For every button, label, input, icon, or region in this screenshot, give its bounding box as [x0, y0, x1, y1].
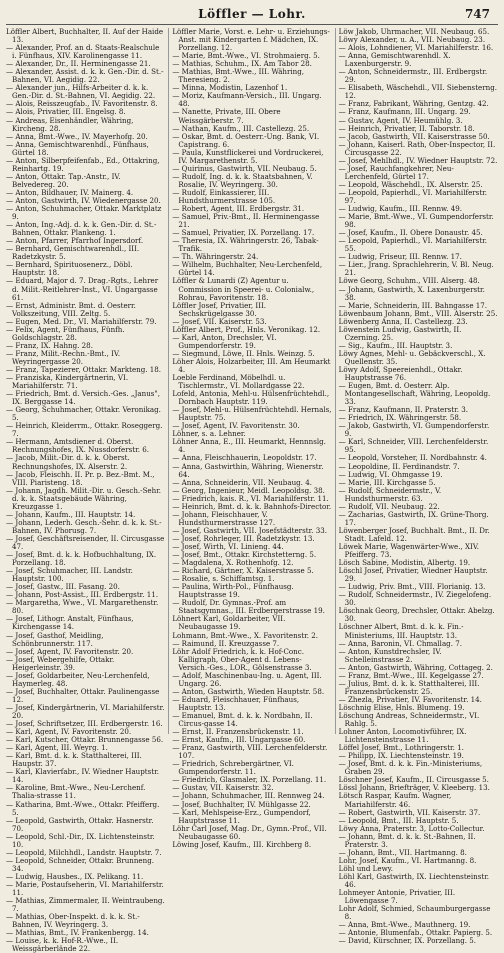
- directory-entry: — Karl, Schneider, VIII. Lerchenfelderstr. 95.: [338, 437, 489, 455]
- directory-entry: — Josef, Agent, IV. Favoritenstr. 30.: [172, 421, 300, 431]
- directory-entry: — Ludwig, Friseur, III. Rennw. 17.: [338, 252, 462, 262]
- directory-entry: — Franz, Kaufmann, II. Praterstr. 3.: [338, 405, 469, 415]
- directory-entry: — Anton, Gastwirth, Währing, Cottageg. 2.: [338, 662, 493, 672]
- directory-entry: — Franz, Bmt.-Wwe., III. Kegelgasse 27.: [338, 670, 484, 680]
- directory-entry: Löschung Andreas, Schneidermstr., VI. Rahlg. 5.: [338, 710, 480, 729]
- directory-entry: Lösch Sabine, Modistin, Albertg. 19.: [338, 558, 471, 568]
- directory-entry: — Anna, Gemischtwarenhdl., Fünfhaus, Gürtel 18.: [6, 139, 149, 157]
- directory-entry: Löschnak Georg, Drechsler, Ottakr. Abelzg. 30.: [338, 606, 495, 624]
- directory-entry: — Franz, Gastwirth, VIII. Lerchenfelderstr. 107.: [172, 743, 328, 761]
- directory-entry: — Leopold, Schl.-Dir., IX. Lichtensteinstr. 10.: [6, 831, 155, 849]
- directory-entry: — Friedrich, Bmt. d. Versich.-Ges. „Janus", IX. Berggasse 14.: [6, 389, 160, 407]
- directory-entry: Lohmann, Bmt.-Wwe., X. Favoritenstr. 2.: [172, 630, 319, 640]
- directory-entry: Löwenbaum Johann, Bmt., VIII. Alserstr. 25.: [338, 308, 498, 318]
- directory-entry: Löwy Adolf, Speereienhdl., Ottakr. Hauptstrasse 76.: [338, 364, 463, 383]
- directory-entry: Löffler Albert, Prof., Hnls. Veronikag. 12.: [172, 324, 321, 334]
- directory-entry: — Karl, Klavierfabr., IV. Wiedner Hauptstr. 14.: [6, 767, 159, 785]
- directory-entry: — Jakob, Gastwirth, VI. Gumpendorferstr. 9.: [338, 421, 490, 439]
- directory-entry: — Josef, Kaufm., II. Obere Donaustr. 45.: [338, 228, 483, 238]
- directory-entry: — Rudolf, Einkassierer, III. Hundsthurmerstrasse 105.: [172, 187, 276, 205]
- running-title: Löffler — Lohr.: [198, 7, 306, 21]
- directory-entry: — Marie, Bmt.-Wwe., VI. Strohmaierg. 5.: [172, 51, 320, 61]
- directory-entry: — Josef, Wirth, VI. Linieng. 44.: [172, 542, 284, 551]
- column-2: [168, 27, 332, 849]
- directory-entry: — Siegmund, Löwe, II. Hnls. Weinzg. 5.: [172, 348, 315, 358]
- directory-entry: — Josef, Schriftsetzer, III. Erdbergerstr. 16.: [6, 719, 163, 729]
- directory-entry: — Josef, Schuhmacher, III. Landstr. Hauptstr. 100.: [6, 566, 133, 584]
- directory-entry: — Leopold, Wäschehdl., IX. Alserstr. 25.: [338, 179, 483, 189]
- directory-entry: — Alois, Lohndiener, VI. Mariahilferstr. 16.: [338, 43, 494, 53]
- directory-entry: — Lier., Jrang. Sprachlehrerin, V. Bl. Neug. 21.: [338, 260, 494, 278]
- directory-entry: — Bernhard, Spirituosenerz., Döbl. Hauptstr. 18.: [6, 260, 133, 278]
- directory-entry: — Josef, Webergehilfe, Ottakr. Heigerleinstr. 39.: [6, 654, 115, 672]
- directory-entry: — Johann, Jagdh. Milit.-Dir. u. Gesch.-Sehr. d. k. k. Staatsgebäude Währing, Kreuzgasse 1.: [6, 485, 162, 511]
- directory-entry: — Georg, Schuhmacher, Ottakr. Veronikag. 5.: [6, 405, 161, 423]
- directory-entry: — Friedrich, kais. R., VI. Mariahilferstr. 11.: [172, 493, 329, 503]
- directory-entry: — Gustav, VII. Kaiserstr. 32.: [172, 783, 274, 793]
- directory-entry: — Ernst, Administr. Bmt. d. Oesterr. Volkszeitung, VIII. Zeltg. 5.: [6, 300, 136, 318]
- directory-entry: — Alexander, Dr., II. Herminengasse 21.: [6, 59, 151, 69]
- directory-entry: — Adolf, Maschinenbau-Ing. u. Agent, III. Ungarg. 26.: [172, 670, 322, 688]
- directory-entry: — Anton, Schneidermstr., III. Erdbergstr. 29.: [338, 67, 488, 85]
- directory-entry: — Rosalie, s. Schiffamtsg. 1.: [172, 574, 275, 584]
- directory-entry: — Hermann, Amtsdiener d. Oberst. Rechnungshofes, IX. Nussdorferstr. 6.: [6, 437, 149, 455]
- directory-entry: — Nanette, Private, III. Obere Weissgärberstr. 7.: [172, 107, 281, 125]
- directory-entry: — Samuel, Privatier, IX. Porzellang. 17.: [172, 228, 315, 238]
- directory-entry: — Ludwig, Hausbes., IX. Pelikang. 11.: [6, 871, 144, 881]
- directory-entry: — Josef, Agent, IV. Favoritenstr. 20.: [6, 646, 134, 656]
- directory-entry: — Alois, Reisszeugfab., IV. Favoritenstr. 8.: [6, 99, 158, 109]
- directory-entry: — Nathan, Kaufm., III. Castellezg. 25.: [172, 123, 310, 133]
- directory-entry: — Anna, Schneiderin, VII. Neubaug. 4.: [172, 477, 312, 487]
- directory-entry: Löschner Albert, Bmt. d. k. k. Fin.-Ministeriums, III. Hauptstr. 13.: [338, 622, 464, 640]
- directory-entry: Lohr Adolf, Schmied, Schaumburgergasse 8.: [338, 904, 491, 922]
- directory-entry: — Ernst, II. Franzensbrückenstr. 11.: [172, 727, 304, 737]
- directory-entry: — Rudolf, Ing. d. k. k. Staatsbahnen, V. Rosalie, IV. Weyringerg. 30.: [172, 171, 313, 189]
- directory-entry: Löwy Agnes, Mehl- u. Gebäckverschl., X. Quellenstr. 35.: [338, 348, 486, 366]
- directory-entry: — Anna, Bmt.-Wwe., Mauthnerg. 19.: [338, 920, 471, 930]
- page-number: 747: [464, 7, 490, 21]
- directory-entry: Löhl Karl, Gastwirth, IX. Liechtensteinstr. 46.: [338, 871, 490, 889]
- directory-entry: — Leopold, Milchhdl., Landstr. Hauptstr. 7.: [6, 847, 162, 857]
- directory-entry: — Leopold, Papierhdl., VI. Mariahilferstr. 97.: [338, 187, 488, 205]
- directory-entry: — Minna, Modistin, Lazenhof 1.: [172, 83, 288, 93]
- directory-entry: — Johann, Bmt. d. k. k. St.-Bahnen, II. Praterstr. 3.: [338, 831, 476, 849]
- directory-entry: — Anton, Silberpfeifenfab., Ed., Ottakring, Reinhartg. 19.: [6, 155, 160, 173]
- directory-entry: — Samuel, Priv.-Bmt., II. Herminengasse 21.: [172, 212, 320, 230]
- directory-entry: — Marie, Bmt.-Wwe., VI. Gumpendorferstr. 98.: [338, 212, 494, 230]
- columns: [6, 27, 498, 953]
- directory-entry: Loeble Ferdinand, Möbelhdl. u. Tischlermstr., VI. Mollardgasse 22.: [172, 373, 305, 391]
- directory-entry: — Alexander jun., Hilfs-Arbeiter d. k. k. Gen.-Dir. d. St.-Bahnen, VI. Aegidig. 22.: [6, 83, 156, 101]
- directory-entry: — Eduard, Major d. 7. Drag.-Rgts., Lehrer d. Milit.-Reitlehrer-Inst., VI. Ungargasse 61.: [6, 276, 159, 302]
- directory-entry: — Emanuel, Bmt. d. k. k. Nordbahn, II. Circus-gasse 14.: [172, 710, 313, 729]
- directory-entry: — Josef, Rauchfangkehrer, Neu-Lerchenfeld, Gürtel 17.: [338, 163, 454, 181]
- directory-entry: — Paula, Kunstflickerei und Vordruckerei, IV. Margarethenstr. 5.: [172, 147, 324, 165]
- directory-entry: — Katharina, Bmt.-Wwe., Ottakr. Pfeifferg. 5.: [6, 799, 160, 817]
- directory-entry: — Quirinus, Gastwirth, VII. Neubaug. 5.: [172, 163, 317, 173]
- directory-entry: — Marie, Schneiderin, III. Bahngasse 17.: [338, 300, 488, 310]
- directory-entry: — Richard, Gärtner, X. Kaiserstrasse 5.: [172, 566, 314, 576]
- directory-entry: Löher Alois, Holzarbeiter, III. Am Heumarkt 4.: [172, 356, 331, 374]
- directory-entry: — Anton, Ottakr. Tap.-Anstr., IV. Belvedereg. 20.: [6, 171, 121, 189]
- directory-entry: Löffler Albert, Buchhalter, II. Auf der Haide 13.: [6, 27, 164, 45]
- directory-entry: — Franz, Milit.-Rechn.-Bmt., IV. Weyringergasse 20.: [6, 348, 121, 366]
- directory-entry: Löschnig Elise, Hnls. Blumeng. 19.: [338, 702, 465, 712]
- directory-entry: — Johann, Schuhmacher, III. Rennweg 24.: [172, 791, 325, 801]
- directory-entry: — Robert, Gastwirth, VII. Kaiserstr. 37.: [338, 807, 481, 817]
- directory-entry: — Antonie, Blumenfab., Ottakr. Papierg. 5.: [338, 928, 493, 938]
- directory-entry: — Raimund, II. Kreuzgasse 7.: [172, 638, 280, 648]
- directory-entry: — Georg, Ingenieur, Meidl. Leopoldsg. 38.: [172, 485, 325, 495]
- column-3: [335, 27, 498, 946]
- directory-entry: — Zhezla, Privatier, IV. Favoritenstr. 14.: [338, 694, 482, 704]
- directory-entry: — Josef, Kindergärtnerin, VI. Mariahilferstr. 20.: [6, 702, 165, 720]
- directory-entry: — Johann, Fleischhauer, V. Hundsthurmerstrasse 127.: [172, 509, 276, 527]
- directory-entry: Löffel Josef, Bmt., Lothringerstr. 1.: [338, 743, 464, 753]
- directory-entry: Löhner Anna, E., III. Heumarkt, Hennnslg. 4.: [172, 437, 326, 455]
- directory-entry: — Franz, Fabrikant, Währing, Gentzg. 42.: [338, 99, 489, 109]
- directory-entry: — Leopold, Papierhdl., VI. Mariahilferstr. 55.: [338, 236, 488, 254]
- directory-entry: Löwy Alexander, u. A., VII. Neubaug. 23.: [338, 35, 486, 45]
- directory-entry: — Felix, Agent, Fünfhaus, Fünfh. Goldschlagstr. 28.: [6, 324, 125, 342]
- directory-entry: — Margaretha, Wwe., VI. Margarethenstr. 80.: [6, 598, 159, 616]
- directory-entry: Lohner Anton, Locomotivführer, IX. Lichtensteinstrasse 11.: [338, 727, 467, 745]
- directory-entry: — Rudolf, Schneidermstr., V. Hundsthurmerstr. 63.: [338, 485, 442, 503]
- directory-entry: — Marie, III. Kirchgasse 5.: [338, 477, 436, 487]
- directory-entry: — Alexander, Prof. an d. Staats-Realschule i. Fünfhaus, XIV. Karolinengasse 11.: [6, 43, 160, 61]
- directory-entry: Löwy Anna, Praterstr. 3, Lotto-Collectur.: [338, 823, 485, 833]
- directory-entry: Löhr Adolf Friedrich, k. k. Hof-Conc. Kalligraph, Ober-Agent d. Lebens-Versich.-Ges., LOR., Gölsenstrasse 3.: [172, 646, 312, 672]
- directory-entry: Lohmeyer Antonie, Privatier, III. Löwengasse 7.: [338, 888, 456, 906]
- directory-entry: — Alexander, Assist. d. k. k. Gen.-Dir. d. St.-Bahnen, VI. Aegidig. 22.: [6, 67, 164, 85]
- directory-entry: — Johann, Gastwirth, X. Laxenburgerstr. 38.: [338, 284, 485, 302]
- directory-entry: — Johann, Kaiserl. Rath, Ober-Inspector, II. Circusgasse 22.: [338, 139, 496, 157]
- directory-entry: — Franz, IX. Hahng. 28.: [6, 340, 93, 350]
- directory-entry: — Franz, Tapezierer, Ottakr. Markteng. 18.: [6, 364, 162, 374]
- directory-entry: — Friedrich, IX. Währingerstr. 58.: [338, 413, 462, 423]
- directory-entry: — Mathias, Ober-Inspekt. d. k. k. St.-Bahnen, IV. Weyringerg. 3.: [6, 912, 140, 930]
- directory-entry: — Heinrich, Kleiderrm., Ottakr. Roseggerg. 7.: [6, 421, 163, 439]
- directory-entry: — Josef, Mehl-u. Hülsenfrüchtehdl. Hernals, Hauptstr. 75.: [172, 405, 332, 423]
- directory-entry: Löffler & Lunardi (Z) Agentur u. Commission in Speerei- u. Colonialw., Rohrau, Favoritenstr. 18.: [172, 276, 315, 302]
- directory-entry: — Josef, Rohrleger, III. Radetzkystr. 13.: [172, 533, 315, 543]
- directory-entry: — Jacob, Gastwirth, VII. Kaiserstrasse 50.: [338, 131, 490, 141]
- directory-entry: Löwenberger Josef, Buchhalt. Bmt., II. Dr. Stadt. Lafeld. 12.: [338, 525, 490, 543]
- directory-entry: — Elisabeth, Wäschehdl., VII. Siebensterng. 12.: [338, 83, 498, 101]
- column-1: [6, 27, 165, 953]
- directory-entry: — Josef, Gastwirth, VII. Josefstädterstr. 33.: [172, 525, 327, 535]
- directory-entry: — Karl, Anton, Drechsler, VI. Gumpendorferstr. 19.: [172, 332, 277, 350]
- directory-entry: — Franz, Kaufmann, III. Ungarg. 29.: [338, 107, 471, 117]
- directory-entry: Löhner, s. a. Lehner.: [172, 429, 246, 439]
- directory-entry: Lofeld, Antonia, Mehl-u. Hülsenfrüchtehdl., Dornbach Hauptstr. 119.: [172, 389, 330, 407]
- directory-entry: — Eduard, Fleischhauer, Fünfhaus, Hauptstr. 13.: [172, 694, 300, 712]
- directory-entry: — Josef, Bmt. d. k. k. Fin.-Ministeriums, Graben 29.: [338, 759, 483, 777]
- directory-entry: Lössl Johann, Briefträger, V. Kleeberg. 13.: [338, 783, 490, 793]
- directory-entry: — Karl, Agent, IV. Favoritenstr. 20.: [6, 727, 132, 737]
- directory-entry: — Anton, Ing.-Adj. d. k. k. Gen.-Dir. d. St.-Bahnen, Ottakr. Plankeng. 1.: [6, 220, 157, 238]
- directory-entry: — Leopoldine, II. Ferdinandstr. 7.: [338, 461, 460, 471]
- directory-entry: — Josef, VII. Kaiserstr. 53.: [172, 316, 267, 326]
- directory-entry: — Mathias, Zimmermaler, II. Weintraubeng. 7.: [6, 896, 165, 914]
- directory-entry: Löhl und Lewy.: [338, 863, 393, 873]
- directory-entry: — Friedrich, Schrebergärtner, VI. Gumpendorferstr. 11.: [172, 759, 294, 777]
- directory-entry: — Mathias, Bmt.-Wwe., III. Währing, Theresieng. 2.: [172, 67, 305, 85]
- directory-entry: — Mathias, Schuhm., IX. Am Tabor 28.: [172, 59, 312, 69]
- directory-entry: Löffler Marie, Vorst. e. Lehr- u. Erziehungs-Anst. mit Kindergarten f. Mädchen, IX. Porzellang. 12.: [172, 27, 330, 53]
- directory-entry: — Ernst, Kaufm., III. Ungargasse 60.: [172, 735, 306, 745]
- directory-entry: — Josef, Gastw., III. Fasang. 20.: [6, 582, 120, 592]
- directory-entry: Löwenstein Ludwig, Gastwirth, II. Czerning. 25.: [338, 324, 462, 342]
- directory-entry: — Paulina, Wirth-Pol., Fünfhausg. Hauptstrasse 19.: [172, 582, 294, 600]
- directory-entry: — Th. Währingerstr. 24.: [172, 252, 259, 262]
- directory-entry: — Anna, Gemischtwarenhdl. X. Laxenburgerstr. 9.: [338, 51, 451, 69]
- directory-entry: — Louise, k. k. Hof-R.-Wwe., II. Weissgärberlände 22.: [6, 936, 119, 953]
- directory-entry: — Josef, Buchhalter, Ottakr. Paulinengasse 12.: [6, 686, 160, 704]
- directory-entry: Löschner Josef, Kaufm., II. Circusgasse 5.: [338, 775, 489, 785]
- directory-entry: Löw Jakob, Uhrmacher, VII. Neubaug. 65.: [338, 27, 490, 36]
- directory-entry: Löffler Josef, Privatier, III. Sechskrügelgasse 30.: [172, 300, 267, 318]
- directory-entry: — Karl, Kutscher, Ottakr. Brunnengasse 56.: [6, 735, 164, 745]
- directory-entry: Löhr Carl Josef, Mag. Dr., Gymn.-Prof., VII. Neubaugasse 60.: [172, 823, 327, 841]
- directory-entry: — Julius, Bmt. d. k. k. Statthalterei, III. Franzensbrückenstr. 25.: [338, 678, 480, 696]
- directory-entry: — Rudolf, Schneidermstr., IV. Ziegelofeng. 30.: [338, 590, 492, 608]
- directory-entry: Löwing Josef, Kaufm., III. Kirchberg 8.: [172, 839, 312, 849]
- directory-entry: — Sig., Kaufm., III. Hauptstr. 3.: [338, 340, 453, 350]
- directory-entry: — Josef, Geschäftsreisender, II. Circusgasse 47.: [6, 533, 165, 551]
- directory-entry: — Ludwig, VI. Ohmgasse 19.: [338, 469, 443, 479]
- directory-entry: — Ludwig, Priv. Bmt., VIII. Florianig. 13.: [338, 582, 486, 592]
- directory-entry: — Josef, Gasthof, Meidling, Schönbrunnerstr. 117.: [6, 630, 104, 648]
- directory-entry: — Anton, Pfarrer, Pfarrhof Ingersdorf.: [6, 236, 144, 246]
- directory-entry: Lohr, Josef, Kaufm., VI. Hartmanng. 8.: [338, 855, 477, 865]
- directory-entry: — Gustav, Agent, IV. Heumühlg. 3.: [338, 115, 463, 125]
- directory-entry: — Johann, Lederh. Gesch.-Sehr. d. k. k. St.-Bahnen, IV. Phorusg. 7.: [6, 517, 162, 535]
- directory-entry: — Anton, Schuhmacher, Ottakr. Marktplatz 9.: [6, 204, 162, 222]
- directory-entry: — Anton, Bildhauer, IV. Mainerg. 4.: [6, 187, 134, 197]
- directory-entry: — Karl, Agent, III. Weyrg. 1.: [6, 743, 108, 753]
- directory-entry: — Alois, Privatier, III. Engelsg. 8.: [6, 107, 126, 117]
- directory-entry: Löschl Josef, Privatier, Wiedner Hauptstr. 29.: [338, 566, 488, 584]
- directory-entry: — Franziska, Kindergärtnerin, VI. Mariahilferstr. 71.: [6, 373, 129, 391]
- directory-entry: — Josef, Goldarbeiter, Neu-Lerchenfeld, Haymerleg. 48.: [6, 670, 150, 688]
- directory-entry: — Leopold, Schneider, Ottakr. Brunneng. 34.: [6, 855, 154, 873]
- directory-entry: — Eugen, Med. Dr., VI. Mariahilferstr. 79.: [6, 316, 157, 326]
- directory-entry: — Anna, Baronin, VI. Chmallag. 7.: [338, 638, 462, 648]
- directory-entry: Löhnert Karl, Goldarbeiter, VII. Neubaugasse 19.: [172, 614, 286, 632]
- directory-entry: — Philipp, IX. Liechtensteinstr. 19.: [338, 751, 464, 761]
- directory-entry: — David, Kürschner, IX. Porzellang. 5.: [338, 936, 477, 946]
- directory-entry: — Rudolf, Dr. Gymnas.-Prof. am Staatsgymnas., III. Erdbergerstrasse 19.: [172, 598, 325, 616]
- directory-entry: — Anton, Gastwirth, Wieden Hauptstr. 58.: [172, 686, 325, 696]
- directory-entry: — Marie, Postaufseherin, VI. Mariahilferstr. 11.: [6, 879, 164, 898]
- directory-entry: Löwe Georg, Schuhm., VIII. Alserg. 48.: [338, 276, 480, 286]
- directory-entry: — Josef, Buchhalter, IV. Mühlgasse 22.: [172, 799, 311, 809]
- directory-entry: Löwenberg Anna, II. Castellezg. 23.: [338, 316, 468, 326]
- directory-entry: — Eugen, Bmt. d. Oesterr. Alp. Montangesellschaft, Währing, Leopoldg. 33.: [338, 381, 491, 407]
- directory-entry: — Leopold, Gastwirth, Ottakr. Hasnerstr. 70.: [6, 815, 154, 833]
- directory-entry: — Anton, Gastwirth, IV. Wiedenergasse 20.: [6, 195, 161, 205]
- directory-entry: — Jacob, Milit.-Dir. d. k. k. Oberst. Rechnungshofes, IX. Alserstr. 2.: [6, 453, 130, 471]
- directory-entry: — Johann, Post-Assist., III. Erdbergstr. 11.: [6, 590, 159, 600]
- directory-entry: — Jacob, Fleischh. II. Pr. p. Bez.-Bmt. M., VIII. Piaristeng. 18.: [6, 469, 155, 487]
- directory-entry: — Rudolf, VII. Neubaug. 22.: [338, 501, 440, 511]
- page-header: [6, 6, 498, 25]
- directory-entry: — Andreas, Eisenhändler, Währing, Kircheng. 28.: [6, 115, 134, 133]
- directory-entry: — Anton, Kunstdrechsler, IV. Schelleinstrasse 2.: [338, 646, 442, 664]
- directory-entry: — Josef, Bmt., Ottakr. Kirchstetterng. 5.: [172, 550, 317, 560]
- directory-entry: — Karoline, Bmt.-Wwe., Neu-Lerchenf. Thalia-strasse 11.: [6, 783, 146, 801]
- directory-entry: — Theresia, IX. Währingerstr. 26, Tabak-Trafik.: [172, 236, 319, 254]
- directory-entry: — Karl, Mehlspeise-Erz., Gumpendorf, Hauptstrasse 11.: [172, 807, 311, 825]
- directory-entry: — Anna, Gastwirthin, Währing, Wienerstr. 64.: [172, 461, 324, 479]
- directory-entry: — Heinrich, Privatier, II. Taborstr. 18.: [338, 123, 475, 133]
- directory-entry: — Johann, Kaufm., III. Hauptstr. 14.: [6, 509, 136, 519]
- directory-entry: — Heinrich, Bmt. d. k. k. Bahnhofs-Director.: [172, 501, 332, 511]
- directory-entry: — Leopold, Vorsteher, II. Nordbahnstr. 4.: [338, 453, 487, 463]
- directory-entry: — Josef, Bmt. d. k. k. Hofbuchhaltung, IX. Porzellang. 18.: [6, 550, 157, 568]
- directory-entry: Löwek Marie, Wagenwärter-Wwe., XIV. Pfeifferg. 73.: [338, 542, 479, 560]
- directory-entry: — Oskar, Bmt. d. Oesterr.-Ung. Bank, VI. Capistrang. 6.: [172, 131, 320, 149]
- directory-entry: — Anna, Bmt.-Wwe., IV. Mayerhofg. 20.: [6, 131, 148, 141]
- directory-entry: — Moriz, Kaufmann-Versich., III. Ungarg. 48.: [172, 91, 322, 109]
- directory-entry: — Wilhelm, Buchhalter, Neu-Lerchenfeld, Gürtel 14.: [172, 260, 323, 278]
- directory-entry: — Josef, Lithogr. Anstalt, Fünfhaus, Kirchengasse 14.: [6, 614, 134, 632]
- directory-entry: — Ludwig, Kaufm., III. Rennw. 49.: [338, 204, 463, 214]
- directory-entry: — Friedrich, Glasmaler, IX. Porzellang. 11.: [172, 775, 327, 785]
- directory-entry: — Johann, Bmt., VII. Hartmanng. 8.: [338, 847, 467, 857]
- directory-entry: — Bernhard, Gemischtwarenhdl., III. Radetzkystr. 5.: [6, 244, 140, 262]
- directory-entry: — Mathias, Bmt., IV. Frankenbergg. 14.: [6, 928, 149, 938]
- directory-entry: — Magdalena, X. Rothenhofg. 12.: [172, 558, 294, 568]
- directory-entry: — Karl, Bmt. d. k. k. Statthalterei, III. Haupstr. 37.: [6, 751, 142, 769]
- directory-entry: — Robert, Agent, III. Erdbergstr. 31.: [172, 204, 305, 214]
- directory-entry: Lötsch Raspar, Kaufm. Wagner, Mariahilferstr. 46.: [338, 791, 452, 809]
- directory-entry: — Josef, Mehlhdl., IV. Wiedner Hauptstr. 72.: [338, 155, 498, 165]
- directory-entry: — Leopold, Bmt., III. Hauptstr. 5.: [338, 815, 459, 825]
- directory-entry: — Zacharias, Gastwirth, IX. Grüne-Thorg. 17.: [338, 509, 489, 527]
- directory-entry: — Anna, Fleischhauerin, Leopoldstr. 17.: [172, 453, 317, 463]
